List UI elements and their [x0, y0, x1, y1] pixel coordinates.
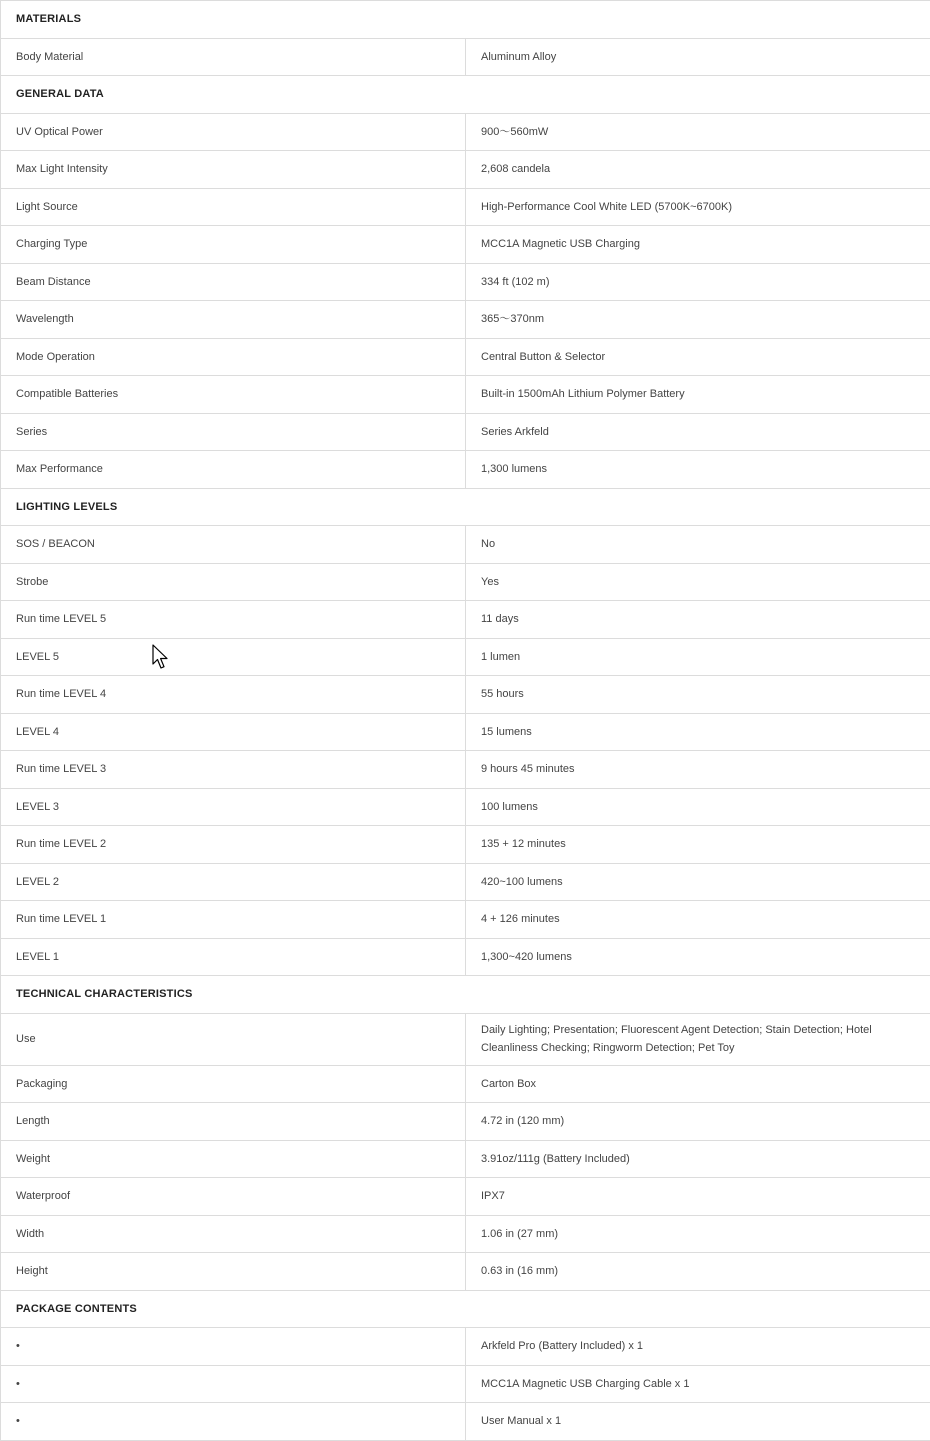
section-header-technical-characteristics — [1, 976, 930, 1014]
spec-value: Yes — [466, 563, 930, 601]
spec-row — [1, 376, 930, 414]
spec-value: Series Arkfeld — [466, 413, 930, 451]
spec-label: LEVEL 1 — [1, 938, 466, 976]
spec-label: Run time LEVEL 5 — [1, 601, 466, 639]
spec-row — [1, 1013, 930, 1065]
spec-row — [1, 1365, 930, 1403]
spec-value: 55 hours — [466, 676, 930, 714]
spec-value: MCC1A Magnetic USB Charging — [466, 226, 930, 264]
spec-value: Aluminum Alloy — [466, 38, 930, 76]
spec-value: 1,300 lumens — [466, 451, 930, 489]
spec-value: High-Performance Cool White LED (5700K~6700K) — [466, 188, 930, 226]
spec-value: Central Button & Selector — [466, 338, 930, 376]
spec-label: Beam Distance — [1, 263, 466, 301]
spec-value: Carton Box — [466, 1065, 930, 1103]
spec-row — [1, 226, 930, 264]
spec-value: 1,300~420 lumens — [466, 938, 930, 976]
spec-label: Wavelength — [1, 301, 466, 339]
section-header-package-contents — [1, 1290, 930, 1328]
spec-value: 420~100 lumens — [466, 863, 930, 901]
spec-row — [1, 1103, 930, 1141]
spec-value: 15 lumens — [466, 713, 930, 751]
spec-row — [1, 563, 930, 601]
spec-value: 135 + 12 minutes — [466, 826, 930, 864]
spec-label: Waterproof — [1, 1178, 466, 1216]
spec-label: UV Optical Power — [1, 113, 466, 151]
spec-label: Compatible Batteries — [1, 376, 466, 414]
spec-label: Run time LEVEL 3 — [1, 751, 466, 789]
spec-value: 4.72 in (120 mm) — [466, 1103, 930, 1141]
spec-row — [1, 301, 930, 339]
spec-row — [1, 113, 930, 151]
spec-value: Arkfeld Pro (Battery Included) x 1 — [466, 1328, 930, 1366]
spec-table-body — [1, 1, 930, 1441]
spec-label: Run time LEVEL 4 — [1, 676, 466, 714]
spec-label: Charging Type — [1, 226, 466, 264]
spec-label: Weight — [1, 1140, 466, 1178]
spec-row — [1, 751, 930, 789]
spec-label: Strobe — [1, 563, 466, 601]
spec-row — [1, 38, 930, 76]
spec-value: Daily Lighting; Presentation; Fluorescent Agent Detection; Stain Detection; Hotel Cleanliness Checking; Ringworm Detection; Pet Toy — [466, 1013, 930, 1065]
spec-row — [1, 863, 930, 901]
spec-label: LEVEL 2 — [1, 863, 466, 901]
spec-label: Height — [1, 1253, 466, 1291]
spec-value: 1 lumen — [466, 638, 930, 676]
spec-row — [1, 451, 930, 489]
spec-value: 4 + 126 minutes — [466, 901, 930, 939]
section-title: MATERIALS — [1, 1, 930, 39]
spec-label: Mode Operation — [1, 338, 466, 376]
spec-row — [1, 676, 930, 714]
spec-row — [1, 526, 930, 564]
spec-row — [1, 638, 930, 676]
spec-label: Length — [1, 1103, 466, 1141]
spec-value: 0.63 in (16 mm) — [466, 1253, 930, 1291]
spec-value: 11 days — [466, 601, 930, 639]
spec-label: Width — [1, 1215, 466, 1253]
spec-label: Max Performance — [1, 451, 466, 489]
spec-label: Run time LEVEL 2 — [1, 826, 466, 864]
section-title: TECHNICAL CHARACTERISTICS — [1, 976, 930, 1014]
spec-row — [1, 1065, 930, 1103]
section-title: LIGHTING LEVELS — [1, 488, 930, 526]
spec-row — [1, 901, 930, 939]
spec-row — [1, 601, 930, 639]
section-header-general-data — [1, 76, 930, 114]
spec-row — [1, 1403, 930, 1441]
spec-row — [1, 826, 930, 864]
spec-value: 3.91oz/111g (Battery Included) — [466, 1140, 930, 1178]
spec-label: Max Light Intensity — [1, 151, 466, 189]
spec-row — [1, 188, 930, 226]
spec-value: 365～370nm — [466, 301, 930, 339]
spec-label: LEVEL 4 — [1, 713, 466, 751]
spec-value: 2,608 candela — [466, 151, 930, 189]
spec-value: 9 hours 45 minutes — [466, 751, 930, 789]
spec-row — [1, 338, 930, 376]
bullet-marker: • — [1, 1403, 466, 1441]
spec-label: Use — [1, 1013, 466, 1065]
spec-label: SOS / BEACON — [1, 526, 466, 564]
spec-label: Packaging — [1, 1065, 466, 1103]
spec-row — [1, 1253, 930, 1291]
spec-value: 334 ft (102 m) — [466, 263, 930, 301]
spec-value: IPX7 — [466, 1178, 930, 1216]
section-title: PACKAGE CONTENTS — [1, 1290, 930, 1328]
spec-value: MCC1A Magnetic USB Charging Cable x 1 — [466, 1365, 930, 1403]
spec-value: 1.06 in (27 mm) — [466, 1215, 930, 1253]
spec-row — [1, 938, 930, 976]
spec-label: LEVEL 5 — [1, 638, 466, 676]
spec-row — [1, 413, 930, 451]
spec-value: Built-in 1500mAh Lithium Polymer Battery — [466, 376, 930, 414]
spec-value: No — [466, 526, 930, 564]
spec-row — [1, 788, 930, 826]
spec-label: Light Source — [1, 188, 466, 226]
spec-row — [1, 1328, 930, 1366]
spec-value: 900～560mW — [466, 113, 930, 151]
spec-label: LEVEL 3 — [1, 788, 466, 826]
spec-label: Run time LEVEL 1 — [1, 901, 466, 939]
spec-row — [1, 1178, 930, 1216]
spec-label: Series — [1, 413, 466, 451]
spec-row — [1, 263, 930, 301]
spec-value: 100 lumens — [466, 788, 930, 826]
spec-row — [1, 151, 930, 189]
bullet-marker: • — [1, 1328, 466, 1366]
section-title: GENERAL DATA — [1, 76, 930, 114]
spec-label: Body Material — [1, 38, 466, 76]
spec-value: User Manual x 1 — [466, 1403, 930, 1441]
spec-row — [1, 713, 930, 751]
section-header-materials — [1, 1, 930, 39]
spec-row — [1, 1140, 930, 1178]
section-header-lighting-levels — [1, 488, 930, 526]
bullet-marker: • — [1, 1365, 466, 1403]
spec-row — [1, 1215, 930, 1253]
